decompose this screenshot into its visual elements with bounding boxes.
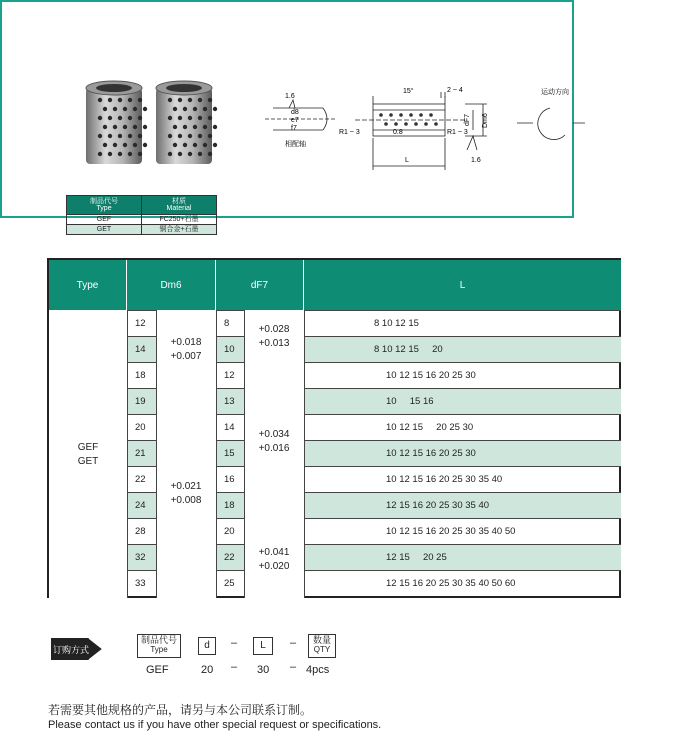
dm6-cell: 21 xyxy=(127,440,156,466)
hole-label: 0.8 xyxy=(393,129,403,136)
bushing-photo-1 xyxy=(86,81,142,164)
chamfer-label: 2 ~ 4 xyxy=(447,87,463,94)
shaft-e7-label: e7 xyxy=(291,117,299,124)
angle-label: 15° xyxy=(403,88,414,95)
material-table xyxy=(66,195,217,235)
df7-cell: 25 xyxy=(216,570,244,596)
dm6-cell: 32 xyxy=(127,544,156,570)
l-cell: 10 12 15 20 25 30 xyxy=(304,414,621,440)
dm6-tolerance-1 xyxy=(156,311,216,389)
dm6-cell: 12 xyxy=(127,310,156,336)
dm6-cell: 33 xyxy=(127,570,156,596)
order-example-type: GEF xyxy=(146,664,169,676)
order-qty-label: 数量 xyxy=(312,635,331,645)
l-cell: 8 10 12 15 xyxy=(304,310,621,336)
l-cell: 12 15 20 25 xyxy=(304,544,621,570)
spec-table xyxy=(47,258,621,598)
order-type-box xyxy=(137,634,181,658)
type-cell xyxy=(49,311,127,598)
header-l: L xyxy=(304,260,621,310)
r-left-label: R1 ~ 3 xyxy=(339,129,360,136)
bushing-photo-2 xyxy=(156,81,212,164)
tol-upper: +0.028 xyxy=(258,324,290,335)
tol-upper: +0.021 xyxy=(170,480,202,492)
type-gef: GEF xyxy=(77,441,99,453)
df7-cell: 20 xyxy=(216,518,244,544)
l-cell: 8 10 12 15 20 xyxy=(304,336,621,362)
rotation-label: 运动方向 xyxy=(541,89,569,96)
order-dash: – xyxy=(290,637,297,649)
df7-cell: 16 xyxy=(216,466,244,492)
shaft-caption: 相配轴 xyxy=(285,141,306,148)
type-get: GET xyxy=(77,455,99,467)
df7-cell: 13 xyxy=(216,388,244,414)
l-cell: 12 15 16 20 25 30 35 40 50 60 xyxy=(304,570,621,596)
technical-drawing xyxy=(255,80,595,180)
header-dm6: Dm6 xyxy=(127,260,216,310)
roughness-left-label: 1.6 xyxy=(285,93,295,100)
bushing-holes xyxy=(379,113,438,126)
footer-cn: 若需要其他规格的产品，请另与本公司联系订制。 xyxy=(48,703,313,717)
l-cell: 12 15 16 20 25 30 35 40 xyxy=(304,492,621,518)
df7-tolerance-1 xyxy=(244,311,304,363)
bushing-photos xyxy=(80,78,220,170)
dm6-cell: 14 xyxy=(127,336,156,362)
df7-cell: 10 xyxy=(216,336,244,362)
l-cell: 10 12 15 16 20 25 30 xyxy=(304,362,621,388)
dm6-tolerance-2 xyxy=(156,389,216,598)
material-value: FC250+石墨 xyxy=(142,215,217,225)
header-type: Type xyxy=(49,260,127,310)
order-qty-label-en: QTY xyxy=(313,645,331,654)
tol-upper: +0.034 xyxy=(258,429,290,440)
order-dash: – xyxy=(231,637,238,649)
dm6-cell: 19 xyxy=(127,388,156,414)
l-cell: 10 12 15 16 20 25 30 xyxy=(304,440,621,466)
df7-cell: 12 xyxy=(216,362,244,388)
tol-upper: +0.041 xyxy=(258,546,290,558)
l-cell: 10 12 15 16 20 25 30 35 40 50 xyxy=(304,518,621,544)
shaft-f7-label: f7 xyxy=(291,125,297,132)
df7-cell: 14 xyxy=(216,414,244,440)
footer-en: Please contact us if you have other special request or specifications. xyxy=(48,719,382,731)
dm6-cell: 22 xyxy=(127,466,156,492)
order-qty-box xyxy=(308,634,336,658)
material-value: 铜合金+石墨 xyxy=(142,225,217,235)
order-example-l: 30 xyxy=(257,664,270,676)
df7-label: dF7 xyxy=(464,113,471,126)
l-cell: 10 12 15 16 20 25 30 35 40 xyxy=(304,466,621,492)
tol-lower: +0.008 xyxy=(170,494,202,506)
order-l-box: L xyxy=(253,637,273,655)
df7-tolerance-2 xyxy=(244,364,304,520)
df7-cell: 15 xyxy=(216,440,244,466)
order-type-label-en: Type xyxy=(150,645,168,654)
header-df7: dF7 xyxy=(216,260,304,310)
material-header-type: 制品代号 Type xyxy=(67,196,142,215)
tol-lower: +0.007 xyxy=(170,351,202,362)
order-dash: – xyxy=(290,661,297,673)
l-cell: 10 15 16 xyxy=(304,388,621,414)
order-badge-label: 订购方式 xyxy=(53,645,90,655)
dm6-cell: 20 xyxy=(127,414,156,440)
order-dash: – xyxy=(231,661,238,673)
dm6-label: Dm6 xyxy=(482,113,489,128)
tol-lower: +0.013 xyxy=(258,338,290,349)
order-type-label: 制品代号 xyxy=(140,635,177,645)
order-badge xyxy=(49,636,105,662)
material-type: GEF xyxy=(67,215,142,225)
r-right-label: R1 ~ 3 xyxy=(447,129,468,136)
roughness-right-label: 1.6 xyxy=(471,157,481,164)
df7-cell: 18 xyxy=(216,492,244,518)
order-d-box: d xyxy=(198,637,216,655)
df7-cell: 8 xyxy=(216,310,244,336)
df7-cell: 22 xyxy=(216,544,244,570)
dm6-cell: 28 xyxy=(127,518,156,544)
length-label: L xyxy=(405,157,409,164)
tol-lower: +0.020 xyxy=(258,560,290,572)
tol-upper: +0.018 xyxy=(170,337,202,348)
order-example-qty: 4pcs xyxy=(306,664,330,676)
tol-lower: +0.016 xyxy=(258,443,290,454)
material-type: GET xyxy=(67,225,142,235)
dm6-cell: 24 xyxy=(127,492,156,518)
df7-tolerance-3 xyxy=(244,521,304,598)
shaft-d8-label: d8 xyxy=(291,109,299,116)
dm6-cell: 18 xyxy=(127,362,156,388)
material-header-material: 材质 Material xyxy=(142,196,217,215)
order-example-d: 20 xyxy=(201,664,214,676)
